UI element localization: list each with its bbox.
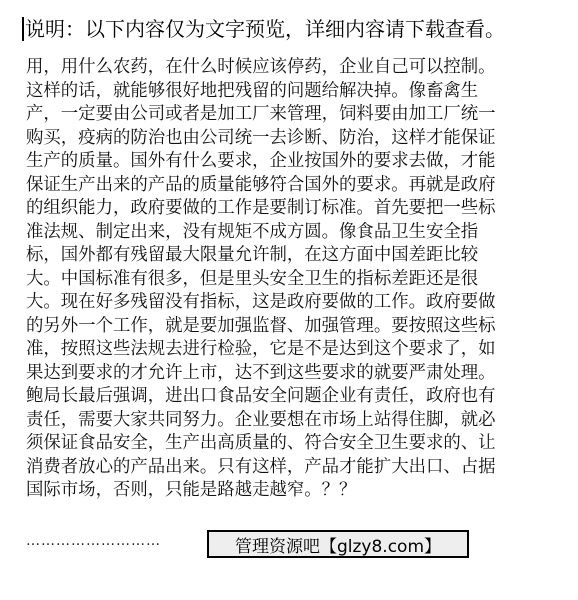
body-line: 鲍局长最后强调，进出口食品安全问题企业有责任，政府也有: [26, 386, 496, 406]
body-line: 用，用什么农药，在什么时候应该停药，企业自己可以控制。: [26, 57, 496, 77]
body-line: 准，按照这些法规去进行检验，它是不是达到这个要求了，如: [26, 339, 496, 359]
body-line: 标，国外都有残留最大限量允许制，在这方面中国差距比较: [26, 245, 479, 265]
body-line: 大。中国标准有很多，但是里头安全卫生的指标差距还是很: [26, 268, 479, 289]
body-line: 须保证食品安全，生产出高质量的、符合安全卫生要求的、让: [26, 433, 496, 453]
body-line: 的另外一个工作，就是要加强监督、加强管理。要按照这些标: [26, 315, 496, 336]
body-line: 消费者放心的产品出来。只有这样，产品才能扩大出口、占据: [26, 456, 496, 477]
body-line: 大。现在好多残留没有指标，这是政府要做的工作。政府要做: [26, 292, 496, 312]
body-line: 国际市场，否则，只能是路越走越窄。？？: [26, 480, 357, 500]
preview-notice: [22, 14, 572, 44]
body-line: 果达到要求的才允许上市，达不到这些要求的就要严肃处理。: [26, 362, 496, 383]
document-body: [26, 56, 566, 503]
text-cursor: [22, 17, 24, 41]
body-line: 产，一定要由公司或者是加工厂来管理，饲料要由加工厂统一: [26, 104, 496, 124]
preview-notice-text: 说明：以下内容仅为文字预览，详细内容请下载查看。: [25, 17, 505, 41]
body-line: 保证生产出来的产品的质量能够符合国外的要求。再就是政府: [26, 174, 496, 195]
body-line: 购买，疫病的防治也由公司统一去诊断、防治，这样才能保证: [26, 127, 496, 148]
dotted-leader: ………………………: [26, 533, 161, 549]
body-line: 准法规、制定出来，没有规矩不成方圆。像食品卫生安全指: [26, 221, 479, 242]
body-line: 这样的话，就能够很好地把残留的问题给解决掉。像畜禽生: [26, 80, 479, 101]
body-line: 生产的质量。国外有什么要求，企业按国外的要求去做，才能: [26, 151, 496, 171]
body-line: 的组织能力，政府要做的工作是要制订标准。首先要把一些标: [26, 198, 496, 218]
site-link-button[interactable]: 管理资源吧【glzy8.com】: [207, 530, 469, 558]
body-line: 责任，需要大家共同努力。企业要想在市场上站得住脚，就必: [26, 409, 496, 430]
